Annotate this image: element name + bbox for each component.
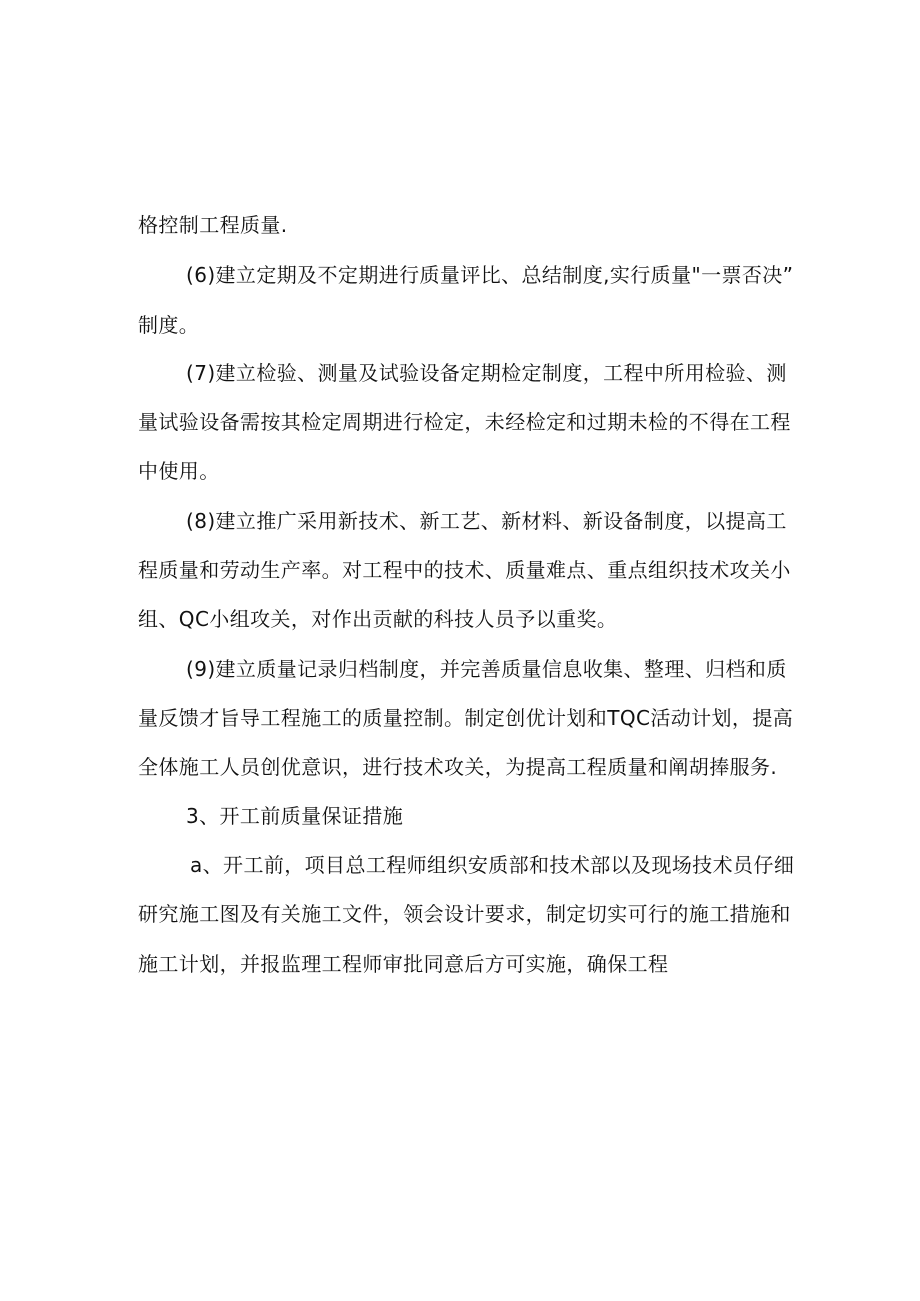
paragraph-line: 研究施工图及有关施工文件，领会设计要求，制定切实可行的施工措施和 (138, 902, 791, 926)
paragraph-line: 程质量和劳动生产率。对工程中的技术、质量难点、重点组织技术攻关小 (138, 558, 791, 582)
section-heading: 3、开工前质量保证措施 (186, 804, 404, 828)
paragraph-line: (9)建立质量记录归档制度，并完善质量信息收集、整理、归档和质 (186, 657, 787, 681)
paragraph-line: 量反馈才旨导工程施工的质量控制。制定创优计划和TQC活动计划，提高 (138, 706, 794, 730)
paragraph-line: 组、QC小组攻关，对作出贡献的科技人员予以重奖。 (138, 607, 618, 631)
paragraph-line: (7)建立检验、测量及试验设备定期检定制度，工程中所用检验、测 (186, 361, 787, 385)
paragraph-line: a、开工前，项目总工程师组织安质部和技术部以及现场技术员仔细 (190, 853, 795, 877)
paragraph-line: 制度。 (138, 313, 200, 337)
paragraph-line: 全体施工人员创优意识，进行技术攻关，为提高工程质量和阐胡捧服务. (138, 755, 778, 779)
paragraph-line: 格控制工程质量. (138, 213, 288, 237)
paragraph-line: 中使用。 (138, 459, 220, 483)
paragraph-line: 量试验设备需按其检定周期进行检定，未经检定和过期未检的不得在工程 (138, 410, 791, 434)
paragraph-line: 施工计划，并报监理工程师审批同意后方可实施，确保工程 (138, 952, 669, 976)
paragraph-line: (6)建立定期及不定期进行质量评比、总结制度,实行质量"一票否决” (186, 263, 794, 287)
paragraph-line: (8)建立推广采用新技术、新工艺、新材料、新设备制度，以提高工 (186, 509, 787, 533)
